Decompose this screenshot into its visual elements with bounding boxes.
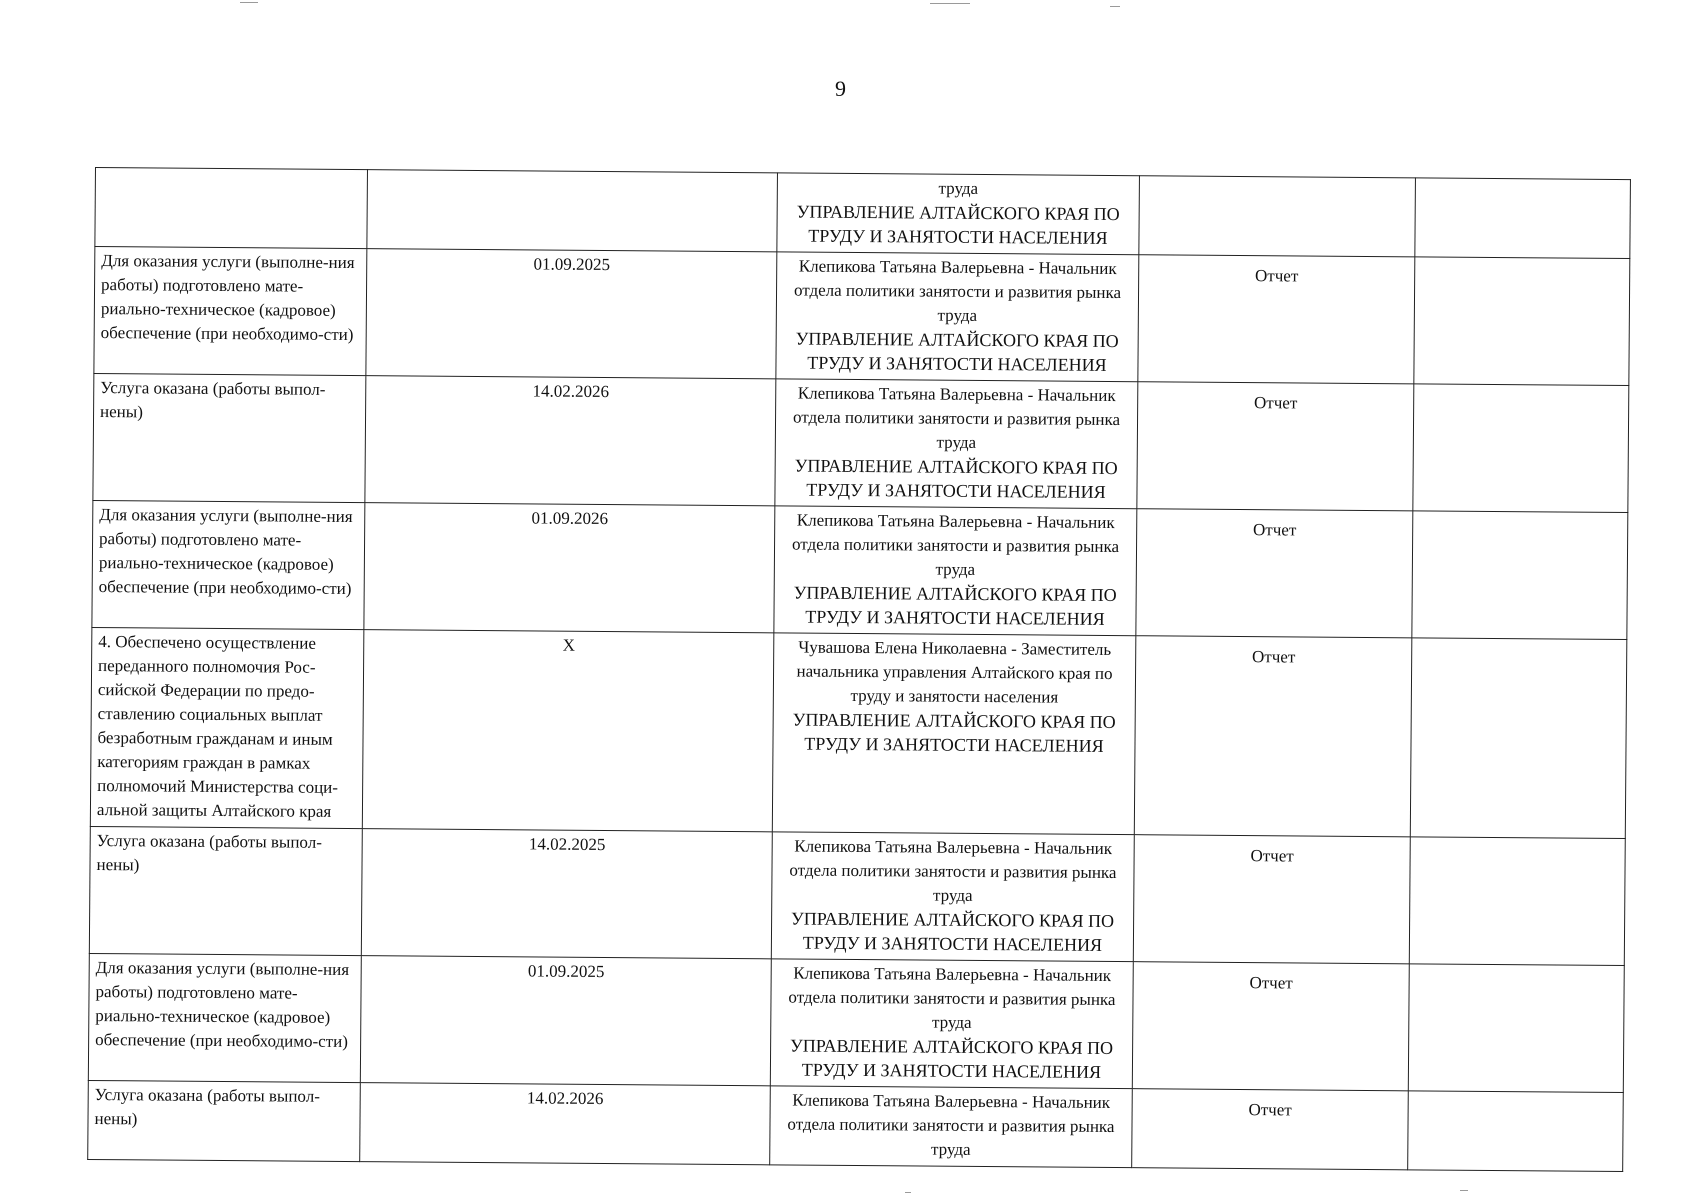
table-row bbox=[88, 1080, 1624, 1171]
scan-speck bbox=[905, 1192, 911, 1193]
page-number: 9 bbox=[835, 76, 846, 101]
extra-cell bbox=[1408, 964, 1624, 1093]
result-text: 4. Обеспечено осуществление переданного полномочия Рос-сийской Федерации по предо-ставлению социальных выплат безработным гражданам и иным категориям граждан в рамках полномочий Министерства соци-альной защиты Алтайского края bbox=[96, 632, 339, 821]
result-cell bbox=[95, 168, 368, 249]
date-cell bbox=[367, 170, 778, 252]
scan-speck bbox=[1110, 6, 1120, 7]
responsible-organization: УПРАВЛЕНИЕ АЛТАЙСКОГО КРАЯ ПО ТРУДУ И ЗАНЯТОСТИ НАСЕЛЕНИЯ bbox=[796, 201, 1120, 248]
document-type: Отчет bbox=[1250, 846, 1294, 866]
result-cell bbox=[90, 627, 364, 828]
result-text: Для оказания услуги (выполне-ния работы) подготовлено мате-риально-техническое (кадровое) обеспечение (при необходимо-сти) bbox=[100, 251, 355, 345]
document-cell bbox=[1132, 962, 1409, 1091]
result-cell bbox=[88, 953, 361, 1082]
responsible-cell bbox=[770, 1086, 1133, 1168]
result-cell bbox=[92, 500, 365, 629]
document-type: Отчет bbox=[1254, 266, 1299, 286]
responsible-cell bbox=[772, 633, 1136, 835]
document-cell bbox=[1137, 382, 1414, 511]
date-cell bbox=[366, 249, 777, 379]
date-cell bbox=[360, 956, 771, 1086]
document-cell bbox=[1133, 835, 1410, 964]
responsible-person: Чувашова Елена Николаевна - Заместитель начальника управления Алтайского края по труду и занятости населения bbox=[796, 637, 1113, 707]
date-text: 14.02.2026 bbox=[526, 1088, 604, 1109]
document-type: Отчет bbox=[1252, 520, 1297, 540]
extra-cell bbox=[1408, 1091, 1624, 1172]
responsible-organization: УПРАВЛЕНИЕ АЛТАЙСКОГО КРАЯ ПО ТРУДУ И ЗАНЯТОСТИ НАСЕЛЕНИЯ bbox=[794, 455, 1118, 502]
date-text: 01.09.2026 bbox=[531, 508, 609, 529]
extra-cell bbox=[1415, 178, 1631, 259]
date-cell bbox=[362, 630, 774, 832]
document-cell bbox=[1134, 636, 1412, 837]
responsible-person: Клепикова Татьяна Валерьевна - Начальник отдела политики занятости и развития рынка труда bbox=[792, 383, 1121, 452]
document-type: Отчет bbox=[1251, 647, 1296, 667]
extra-cell bbox=[1412, 511, 1628, 640]
responsible-cell bbox=[774, 506, 1137, 636]
table-body bbox=[88, 168, 1631, 1172]
date-text: 01.09.2025 bbox=[527, 961, 605, 982]
responsible-cell bbox=[775, 379, 1138, 509]
result-text: Услуга оказана (работы выпол-нены) bbox=[94, 1085, 320, 1129]
date-text: 14.02.2025 bbox=[528, 834, 606, 855]
table-row bbox=[92, 500, 1628, 639]
result-text: Для оказания услуги (выполне-ния работы) подготовлено мате-риально-техническое (кадровое) обеспечение (при необходимо-сти) bbox=[98, 505, 353, 599]
table-row bbox=[93, 373, 1629, 512]
result-text: Услуга оказана (работы выпол-нены) bbox=[96, 831, 322, 875]
extra-cell bbox=[1410, 638, 1627, 839]
responsible-cell bbox=[771, 832, 1134, 962]
extra-cell bbox=[1413, 384, 1629, 513]
date-cell bbox=[361, 829, 772, 959]
date-cell bbox=[360, 1083, 771, 1165]
responsible-person: труда bbox=[938, 178, 979, 198]
responsible-organization: УПРАВЛЕНИЕ АЛТАЙСКОГО КРАЯ ПО ТРУДУ И ЗАНЯТОСТИ НАСЕЛЕНИЯ bbox=[792, 709, 1116, 756]
table-row bbox=[89, 826, 1625, 965]
document-type: Отчет bbox=[1249, 973, 1293, 993]
document-cell bbox=[1136, 509, 1413, 638]
result-cell bbox=[93, 373, 366, 502]
document-cell bbox=[1139, 176, 1416, 257]
plan-table bbox=[87, 167, 1631, 1172]
document-cell bbox=[1138, 255, 1415, 384]
document-type: Отчет bbox=[1253, 393, 1298, 413]
responsible-organization: УПРАВЛЕНИЕ АЛТАЙСКОГО КРАЯ ПО ТРУДУ И ЗАНЯТОСТИ НАСЕЛЕНИЯ bbox=[793, 582, 1117, 629]
document-cell bbox=[1132, 1089, 1409, 1170]
responsible-organization: УПРАВЛЕНИЕ АЛТАЙСКОГО КРАЯ ПО ТРУДУ И ЗАНЯТОСТИ НАСЕЛЕНИЯ bbox=[791, 908, 1115, 955]
responsible-person: Клепикова Татьяна Валерьевна - Начальник отдела политики занятости и развития рынка труда bbox=[787, 1090, 1115, 1159]
responsible-cell bbox=[770, 959, 1133, 1089]
document-type: Отчет bbox=[1248, 1100, 1292, 1120]
date-cell bbox=[365, 376, 776, 506]
date-text: 01.09.2025 bbox=[533, 254, 611, 275]
responsible-person: Клепикова Татьяна Валерьевна - Начальник отдела политики занятости и развития рынка труда bbox=[793, 256, 1122, 325]
result-cell bbox=[89, 826, 362, 955]
scan-speck bbox=[1460, 1190, 1468, 1191]
table-row bbox=[88, 953, 1624, 1092]
responsible-cell bbox=[776, 252, 1139, 382]
responsible-cell bbox=[777, 173, 1140, 255]
date-text: 14.02.2026 bbox=[532, 381, 610, 402]
table-row bbox=[90, 627, 1627, 838]
scan-speck bbox=[930, 3, 970, 4]
responsible-organization: УПРАВЛЕНИЕ АЛТАЙСКОГО КРАЯ ПО ТРУДУ И ЗАНЯТОСТИ НАСЕЛЕНИЯ bbox=[790, 1035, 1114, 1082]
extra-cell bbox=[1409, 837, 1625, 966]
extra-cell bbox=[1414, 257, 1630, 386]
date-text: Х bbox=[562, 635, 575, 655]
table-row bbox=[94, 247, 1630, 386]
responsible-organization: УПРАВЛЕНИЕ АЛТАЙСКОГО КРАЯ ПО ТРУДУ И ЗАНЯТОСТИ НАСЕЛЕНИЯ bbox=[795, 328, 1119, 375]
responsible-person: Клепикова Татьяна Валерьевна - Начальник отдела политики занятости и развития рынка труда bbox=[788, 963, 1116, 1032]
responsible-person: Клепикова Татьяна Валерьевна - Начальник отдела политики занятости и развития рынка труда bbox=[789, 836, 1117, 905]
result-text: Для оказания услуги (выполне-ния работы) подготовлено мате-риально-техническое (кадровое) обеспечение (при необходимо-сти) bbox=[95, 958, 350, 1052]
date-cell bbox=[364, 503, 775, 633]
responsible-person: Клепикова Татьяна Валерьевна - Начальник отдела политики занятости и развития рынка труда bbox=[791, 510, 1120, 579]
result-text: Услуга оказана (работы выпол-нены) bbox=[100, 378, 326, 422]
table-row bbox=[95, 168, 1631, 259]
scan-speck bbox=[240, 2, 258, 3]
result-cell bbox=[94, 247, 367, 376]
result-cell bbox=[88, 1080, 361, 1161]
